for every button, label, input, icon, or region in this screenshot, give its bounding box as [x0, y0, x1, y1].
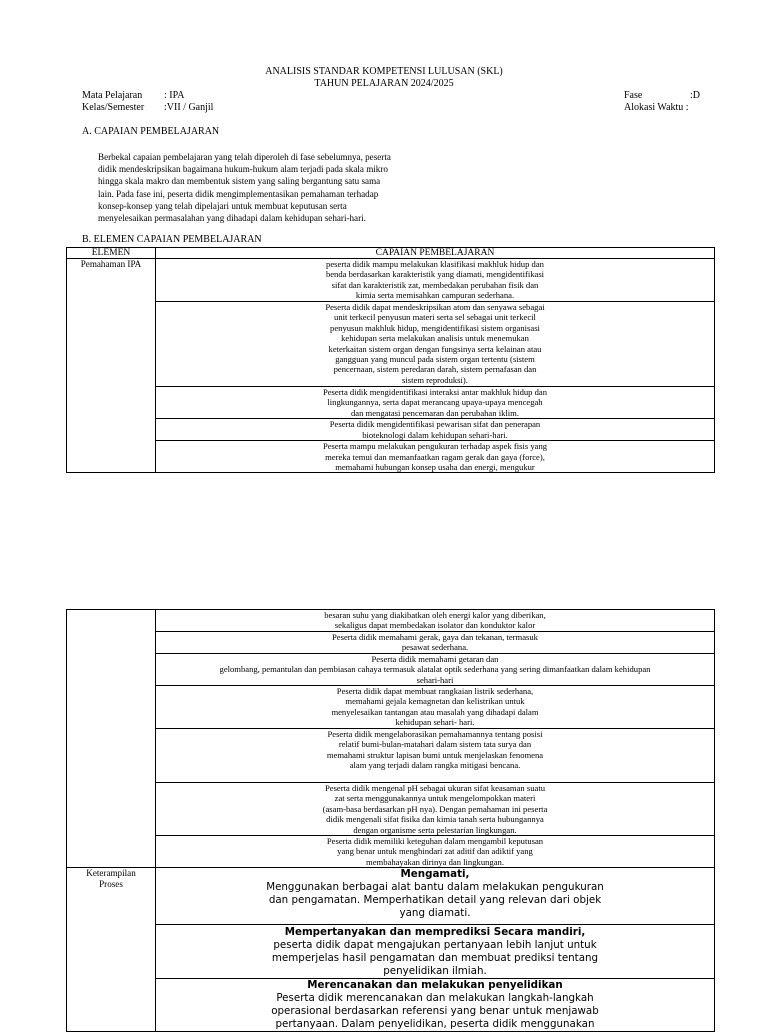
table-row: [67, 631, 715, 653]
section-a-paragraph: [98, 151, 408, 224]
capaian-cell: [156, 259, 715, 302]
table-row: [67, 686, 715, 729]
cell-line: unit terkecil penyusun materi serta sel sebagai unit terkecil: [334, 312, 536, 323]
cell-line: Menggunakan berbagai alat bantu dalam melakukan pengukuran: [266, 881, 604, 894]
capaian-cell: [156, 729, 715, 783]
cell-line: peserta didik dapat mengajukan pertanyaan lebih lanjut untuk: [273, 939, 597, 952]
cell-line: Peserta didik merencanakan dan melakukan langkah-langkah: [276, 992, 594, 1005]
cell-line: yang benar untuk menghindari zat aditif dan adiktif yang: [337, 846, 533, 857]
table-elemen-part1: [66, 247, 715, 473]
cell-line: penyusun makhluk hidup, mengidentifikasi sistem organisasi: [330, 322, 540, 333]
table-row: [67, 387, 715, 419]
fase-value: :D: [690, 90, 700, 101]
table-row: [67, 868, 715, 925]
elemen-line: Proses: [99, 878, 123, 889]
cell-line: sehari-hari: [416, 674, 454, 685]
table-row: [67, 419, 715, 441]
cell-line: relatif bumi-bulan-matahari dalam sistem tata surya dan: [338, 739, 532, 750]
paragraph-line: lain. Pada fase ini, peserta didik mengimplementasikan pemahaman terhadap: [98, 188, 379, 199]
capaian-cell: [156, 686, 715, 729]
cell-line: pencernaan, sistem peredaran darah, sistem pernafasan dan: [333, 364, 537, 375]
mapel-label: Mata Pelajaran: [82, 90, 143, 101]
cell-line: peserta didik mampu melakukan klasifikasi makhluk hidup dan: [326, 259, 544, 269]
cell-line: zat serta menggunakannya untuk mengelompokkan materi: [334, 793, 536, 804]
cell-line: Peserta didik memahami getaran dan: [371, 653, 499, 664]
capaian-cell: [156, 387, 715, 419]
capaian-cell: [156, 419, 715, 441]
capaian-cell: [156, 441, 715, 473]
cell-line: memahami gejala kemagnetan dan kelistrikan untuk: [345, 696, 525, 707]
table-row: [67, 836, 715, 868]
elemen-pemahaman-ipa: Pemahaman IPA: [67, 259, 156, 473]
cell-line: memperjelas hasil pengamatan dan membuat prediksi tentang: [271, 952, 599, 965]
cell-line: menyelesaikan tantangan atau masalah yang dihadapi dalam: [331, 706, 539, 717]
cell-line: penyelidikan ilmiah.: [383, 965, 487, 978]
cell-line: lingkungannya, serta dapat merancang upaya-upaya mencegah: [327, 397, 543, 408]
keterampilan-cell-mempertanyakan: [156, 925, 715, 979]
cell-line: Peserta didik memahami gerak, gaya dan tekanan, termasuk: [332, 631, 538, 642]
cell-line: pesawat sederhana.: [401, 642, 469, 653]
cell-line: yang diamati.: [399, 907, 471, 920]
keterampilan-title: Mengamati,: [400, 868, 470, 881]
cell-line: kimia serta memisahkan campuran sederhana.: [355, 290, 515, 301]
section-b-heading: B. ELEMEN CAPAIAN PEMBELAJARAN: [82, 234, 262, 245]
col-header-elemen: ELEMEN: [67, 248, 156, 259]
cell-line: Peserta didik dapat mendeskripsikan atom dan senyawa sebagai: [325, 302, 545, 312]
col-header-capaian: CAPAIAN PEMBELAJARAN: [156, 248, 715, 259]
cell-line: didik mengenali sifat fisika dan kimia tanah serta hubungannya: [326, 814, 544, 825]
cell-line: besaran suhu yang diakibatkan oleh energi kalor yang diberikan,: [324, 610, 546, 620]
paragraph-line: menyelesaikan permasalahan yang dihadapi dalam kehidupan sehari-hari.: [98, 213, 366, 224]
cell-line: pertanyaan. Dalam penyelidikan, peserta didik menggunakan: [275, 1018, 595, 1031]
table-header-row: [67, 248, 715, 259]
keterampilan-title: Mempertanyakan dan memprediksi Secara mandiri,: [284, 926, 586, 939]
paragraph-line: Berbekal capaian pembelajaran yang telah diperoleh di fase sebelumnya, peserta: [98, 152, 391, 162]
keterampilan-cell-mengamati: [156, 868, 715, 925]
cell-line: memahami struktur lapisan bumi untuk menjelaskan fenomena: [326, 749, 544, 760]
cell-line: (asam-basa berdasarkan pH nya). Dengan pemahaman ini peserta: [322, 803, 548, 814]
cell-line: gangguan yang muncul pada sistem organ tertentu (sistem: [335, 354, 535, 365]
cell-line: gelombang, pemantulan dan pembiasan cahaya termasuk alatalat optik sederhana yang sering dimanfaatkan dalam kehidupan: [219, 664, 651, 675]
capaian-cell: [156, 783, 715, 836]
table-row: [67, 610, 715, 632]
paragraph-line: didik mendeskripsikan bagaimana hukum-hukum alam terjadi pada skala mikro: [98, 164, 388, 175]
section-a-heading: A. CAPAIAN PEMBELAJARAN: [82, 126, 220, 137]
capaian-cell: [156, 653, 715, 685]
cell-line: benda berdasarkan karakteristik yang diamati, mengidentifikasi: [325, 269, 545, 280]
table-row: [67, 783, 715, 836]
cell-line: kehidupan sehari- hari.: [395, 717, 475, 728]
keterampilan-title: Merencanakan dan melakukan penyelidikan: [307, 979, 563, 992]
table-row: [67, 441, 715, 473]
cell-line: dan pengamatan. Memperhatikan detail yang relevan dari objek: [268, 894, 602, 907]
cell-line: sistem reproduksi).: [402, 374, 468, 385]
capaian-cell: [156, 610, 715, 632]
table-row: [67, 653, 715, 685]
cell-line: Peserta didik mengidentifikasi pewarisan sifat dan penerapan: [329, 419, 541, 430]
cell-line: keterkaitan sistem organ dengan fungsinya serta kelainan atau: [328, 343, 542, 354]
table-row: [67, 302, 715, 387]
alokasi-label: Alokasi Waktu :: [624, 102, 689, 113]
cell-line: Peserta didik memiliki keteguhan dalam mengambil keputusan: [326, 836, 544, 847]
cell-line: sekaligus dapat membedakan isolator dan konduktor kalor: [334, 620, 536, 631]
mapel-value: : IPA: [164, 90, 185, 101]
cell-line: bioteknologi dalam kehidupan sehari-hari.: [362, 429, 508, 440]
document-title: ANALISIS STANDAR KOMPETENSI LULUSAN (SKL): [265, 66, 503, 77]
cell-line: memahami hubungan konsep usaha dan energi, mengukur: [335, 462, 535, 473]
cell-line: membahayakan dirinya dan lingkungan.: [366, 856, 504, 867]
kelas-label: Kelas/Semester: [82, 102, 145, 113]
cell-line: Peserta didik mengidentifikasi interaksi antar makhluk hidup dan: [322, 387, 548, 397]
cell-line: Peserta didik mengenal pH sebagai ukuran sifat keasaman suatu: [324, 783, 546, 794]
capaian-cell: [156, 631, 715, 653]
capaian-cell: [156, 836, 715, 868]
cell-line: mereka temui dan memanfaatkan ragam gerak dan gaya (force),: [325, 451, 545, 462]
cell-line: dan mengatasi pencemaran dan perubahan iklim.: [351, 407, 519, 418]
cell-line: Peserta didik dapat membuat rangkaian listrik sederhana,: [336, 686, 534, 697]
cell-line: Peserta mampu melakukan pengukuran terhadap aspek fisis yang: [322, 441, 548, 452]
table-row: [67, 729, 715, 783]
paragraph-line: konsep-konsep yang telah dipelajari untuk membuat keputusan serta: [98, 200, 347, 211]
table-row: [67, 925, 715, 979]
academic-year: TAHUN PELAJARAN 2024/2025: [314, 78, 454, 89]
fase-label: Fase: [624, 90, 643, 101]
cell-line: Peserta didik mengelaborasikan pemahamannya tentang posisi: [327, 729, 543, 740]
elemen-keterampilan-proses: [67, 868, 156, 1032]
elemen-line: Keterampilan: [86, 868, 136, 879]
cell-line: kehidupan serta melakukan analisis untuk menemukan: [341, 333, 529, 344]
table-row: [67, 259, 715, 302]
cell-line: operasional berdasarkan referensi yang benar untuk menjawab: [271, 1005, 599, 1018]
kelas-value: :VII / Ganjil: [164, 102, 214, 113]
elemen-continuation-cell: [67, 610, 156, 868]
table-elemen-part2: [66, 609, 715, 1032]
cell-line: sifat dan karakteristik zat, membedakan perubahan fisik dan: [331, 279, 539, 290]
cell-line: alam yang terjadi dalam rangka mitigasi bencana.: [349, 760, 521, 771]
paragraph-line: hingga skala makro dan membentuk sistem yang saling bergantung satu sama: [98, 176, 381, 187]
capaian-cell: [156, 302, 715, 387]
cell-line: dengan organisme serta pelestarian lingkungan.: [353, 824, 517, 835]
